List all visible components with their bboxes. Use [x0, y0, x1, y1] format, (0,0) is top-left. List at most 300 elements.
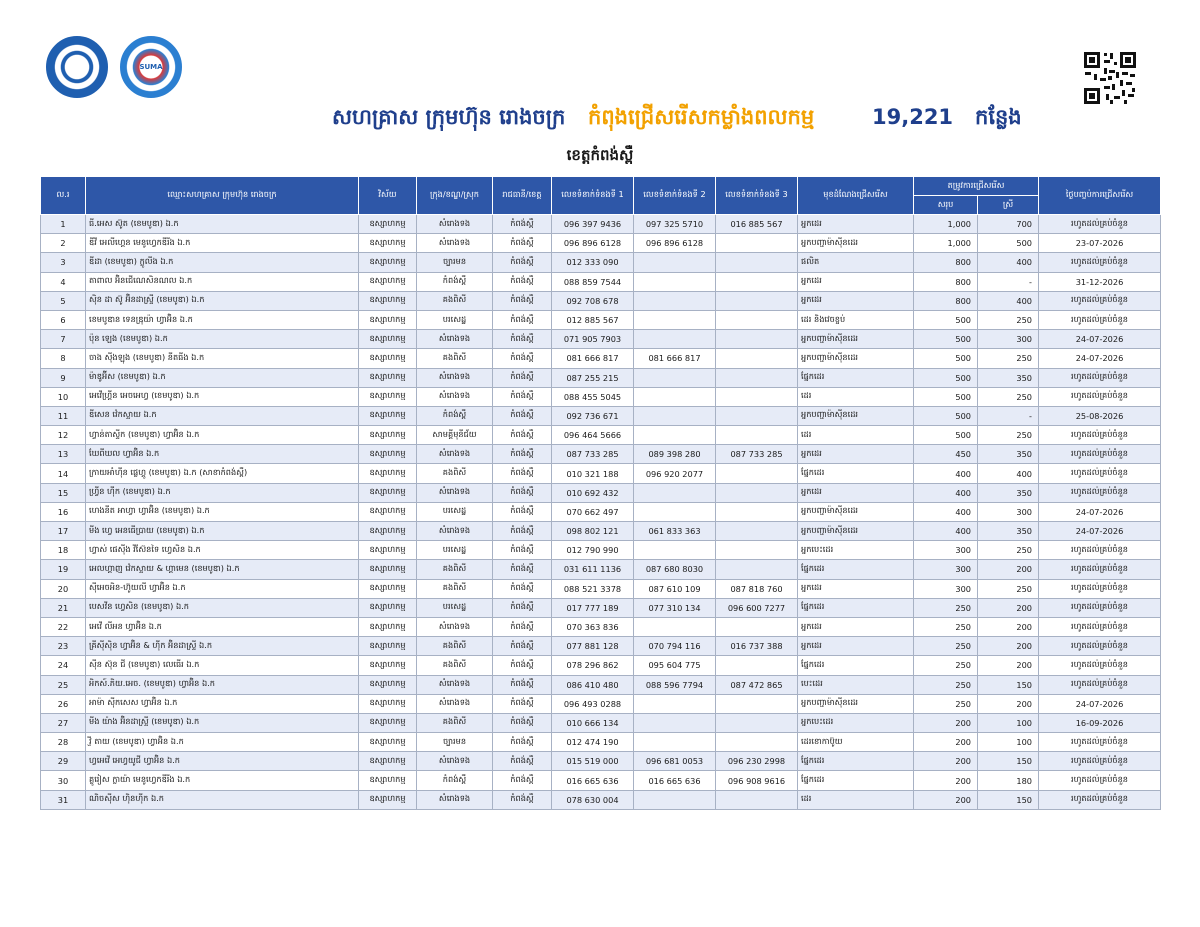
- phone-2: 070 794 116: [634, 637, 716, 656]
- province: កំពង់ស្ពឺ: [493, 502, 552, 521]
- phone-2: 077 310 134: [634, 598, 716, 617]
- company-name: បេសវីន ហ្វេសិន (ខេមបូឌា) ឯ.ក: [86, 598, 359, 617]
- company-name: មីង យ៉ាង អ៊ិនដាស្ទ្រី (ខេមបូឌា) ឯ.ក: [86, 713, 359, 732]
- sector: ឧស្សាហកម្ម: [359, 733, 417, 752]
- district: សំរោងទង: [417, 752, 493, 771]
- province: កំពង់ស្ពឺ: [493, 656, 552, 675]
- position: អ្នកបញ្ជាម៉ាស៊ីនដេរ: [798, 234, 914, 253]
- deadline: រហូតដល់គ្រប់ចំនួន: [1039, 483, 1161, 502]
- female-needed: 150: [978, 675, 1039, 694]
- total-needed: 250: [914, 598, 978, 617]
- phone-2: [634, 426, 716, 445]
- table-row: [41, 483, 1161, 502]
- company-name: គ្លូរៀស ក្លាយ៉ា មេនូហ្វេកឌីរីង ឯ.ក: [86, 771, 359, 790]
- district: គងពិសី: [417, 291, 493, 310]
- company-name: ស៊ីអេចអិន-ហ៊ូយលី ហ្វាអ៊ិន ឯ.ក: [86, 579, 359, 598]
- phone-2: 087 610 109: [634, 579, 716, 598]
- district: កំពង់ស្ពឺ: [417, 406, 493, 425]
- position: អ្នកដេរ: [798, 445, 914, 464]
- deadline: រហូតដល់គ្រប់ចំនួន: [1039, 215, 1161, 234]
- district: សំរោងទង: [417, 368, 493, 387]
- phone-1: 088 859 7544: [552, 272, 634, 291]
- table-row: [41, 790, 1161, 809]
- phone-1: 017 777 189: [552, 598, 634, 617]
- province-subtitle: ខេត្តកំពង់ស្ពឺ: [566, 146, 634, 164]
- row-no: 31: [41, 790, 86, 809]
- position: អ្នកបញ្ជាម៉ាស៊ីនដេរ: [798, 330, 914, 349]
- table-row: [41, 426, 1161, 445]
- phone-1: 092 736 671: [552, 406, 634, 425]
- total-needed: 250: [914, 675, 978, 694]
- table-row: [41, 541, 1161, 560]
- phone-3: [716, 310, 798, 329]
- title-count-value: 19,221: [872, 105, 954, 129]
- organization-seal-logo: [120, 36, 182, 98]
- sector: ឧស្សាហកម្ម: [359, 656, 417, 675]
- position: អ្នកបញ្ជាម៉ាស៊ីនដេរ: [798, 349, 914, 368]
- company-name: ស៊ីន ស៊ុន ជី (ខេមបូឌា) លេធើរ ឯ.ក: [86, 656, 359, 675]
- province: កំពង់ស្ពឺ: [493, 464, 552, 483]
- company-name: ខេមបូឌាន ទេនឌ្រុយ៉ា ហ្វាអ៊ិន ឯ.ក: [86, 310, 359, 329]
- row-no: 9: [41, 368, 86, 387]
- province: កំពង់ស្ពឺ: [493, 752, 552, 771]
- phone-2: [634, 541, 716, 560]
- sector: ឧស្សាហកម្ម: [359, 541, 417, 560]
- sector: ឧស្សាហកម្ម: [359, 579, 417, 598]
- position: អ្នកដេរ: [798, 291, 914, 310]
- title-count: [872, 104, 1022, 135]
- position: ផលិត: [798, 253, 914, 272]
- total-needed: 800: [914, 272, 978, 291]
- qr-code-icon[interactable]: [1082, 50, 1138, 106]
- company-name: ហេងនីត អាហ្វា ហ្វាអ៊ិន (ខេមបូឌា) ឯ.ក: [86, 502, 359, 521]
- province: កំពង់ស្ពឺ: [493, 387, 552, 406]
- total-needed: 200: [914, 752, 978, 771]
- phone-3: 087 733 285: [716, 445, 798, 464]
- total-needed: 800: [914, 253, 978, 272]
- total-needed: 800: [914, 291, 978, 310]
- phone-2: [634, 617, 716, 636]
- total-needed: 250: [914, 694, 978, 713]
- table-row: [41, 771, 1161, 790]
- position: អ្នកដេរ: [798, 272, 914, 291]
- female-needed: 400: [978, 464, 1039, 483]
- table-row: [41, 368, 1161, 387]
- district: សំរោងទង: [417, 445, 493, 464]
- row-no: 6: [41, 310, 86, 329]
- district: សំរោងទង: [417, 387, 493, 406]
- district: សំរោងទង: [417, 790, 493, 809]
- phone-2: 081 666 817: [634, 349, 716, 368]
- female-needed: 400: [978, 291, 1039, 310]
- total-needed: 300: [914, 579, 978, 598]
- row-no: 11: [41, 406, 86, 425]
- total-needed: 500: [914, 310, 978, 329]
- province: កំពង់ស្ពឺ: [493, 445, 552, 464]
- job-vacancy-table: [40, 176, 1161, 810]
- row-no: 26: [41, 694, 86, 713]
- company-name: ហ្វាន់តាស្ទីក (ខេមបូឌា) ហ្វាអ៊ិន ឯ.ក: [86, 426, 359, 445]
- company-name: មីង ហ្វេ អេនធើប្រាយ (ខេមបូឌា) ឯ.ក: [86, 522, 359, 541]
- position: ដេរ: [798, 790, 914, 809]
- position: បេះដេរ: [798, 675, 914, 694]
- position: អ្នកដេរ: [798, 579, 914, 598]
- phone-3: [716, 713, 798, 732]
- phone-3: [716, 464, 798, 483]
- female-needed: 500: [978, 234, 1039, 253]
- deadline: 25-08-2026: [1039, 406, 1161, 425]
- company-name: ឌីដា (ខេមបូឌា) ក្លូលីង ឯ.ក: [86, 253, 359, 272]
- total-needed: 500: [914, 426, 978, 445]
- sector: ឧស្សាហកម្ម: [359, 598, 417, 617]
- phone-1: 077 881 128: [552, 637, 634, 656]
- district: គងពិសី: [417, 713, 493, 732]
- page-title: [0, 104, 1200, 144]
- position: អ្នកដេរ: [798, 215, 914, 234]
- phone-3: [716, 560, 798, 579]
- phone-1: 092 708 678: [552, 291, 634, 310]
- deadline: 16-09-2026: [1039, 713, 1161, 732]
- phone-2: [634, 406, 716, 425]
- company-name: ស៊ិន ដា ស៊ូ អ៊ិនដាស្ទ្រី (ខេមបូឌា) ឯ.ក: [86, 291, 359, 310]
- district: បរសេដ្ឋ: [417, 598, 493, 617]
- sector: ឧស្សាហកម្ម: [359, 713, 417, 732]
- company-name: ធី.អេស ស៊ូត (ខេមបូឌា) ឯ.ក: [86, 215, 359, 234]
- position: ផ្នែកដេរ: [798, 598, 914, 617]
- deadline: រហូតដល់គ្រប់ចំនួន: [1039, 617, 1161, 636]
- position: ដេរខោកាប៊ូយ: [798, 733, 914, 752]
- position: អ្នកបញ្ជាម៉ាស៊ីនដេរ: [798, 406, 914, 425]
- phone-1: 015 519 000: [552, 752, 634, 771]
- table-row: [41, 694, 1161, 713]
- position: អ្នកបេះដេរ: [798, 713, 914, 732]
- ministry-seal-logo: [46, 36, 108, 98]
- company-name: អេវើ លីអន ហ្វាអ៊ិន ឯ.ក: [86, 617, 359, 636]
- phone-1: 081 666 817: [552, 349, 634, 368]
- sector: ឧស្សាហកម្ម: [359, 464, 417, 483]
- total-needed: 200: [914, 713, 978, 732]
- province: កំពង់ស្ពឺ: [493, 406, 552, 425]
- female-needed: 150: [978, 790, 1039, 809]
- phone-3: [716, 790, 798, 809]
- province: កំពង់ស្ពឺ: [493, 310, 552, 329]
- phone-3: [716, 656, 798, 675]
- position: ផ្នែកដេរ: [798, 368, 914, 387]
- deadline: 24-07-2026: [1039, 349, 1161, 368]
- total-needed: 250: [914, 637, 978, 656]
- deadline: រហូតដល់គ្រប់ចំនួន: [1039, 598, 1161, 617]
- phone-2: [634, 733, 716, 752]
- female-needed: 250: [978, 579, 1039, 598]
- header-phone2: លេខទំនាក់ទំនងទី 2: [634, 177, 716, 215]
- table-row: [41, 713, 1161, 732]
- phone-3: [716, 234, 798, 253]
- row-no: 20: [41, 579, 86, 598]
- female-needed: 700: [978, 215, 1039, 234]
- total-needed: 1,000: [914, 234, 978, 253]
- phone-1: 088 455 5045: [552, 387, 634, 406]
- province: កំពង់ស្ពឺ: [493, 483, 552, 502]
- district: ច្បារមន: [417, 733, 493, 752]
- province: កំពង់ស្ពឺ: [493, 713, 552, 732]
- phone-1: 098 802 121: [552, 522, 634, 541]
- position: ដេរ និងវេចខ្ចប់: [798, 310, 914, 329]
- row-no: 12: [41, 426, 86, 445]
- phone-3: [716, 522, 798, 541]
- table-row: [41, 349, 1161, 368]
- phone-1: 088 521 3378: [552, 579, 634, 598]
- sector: ឧស្សាហកម្ម: [359, 445, 417, 464]
- phone-2: 096 896 6128: [634, 234, 716, 253]
- table-row: [41, 310, 1161, 329]
- deadline: រហូតដល់គ្រប់ចំនួន: [1039, 541, 1161, 560]
- phone-1: 096 493 0288: [552, 694, 634, 713]
- district: កំពង់ស្ពឺ: [417, 771, 493, 790]
- province: កំពង់ស្ពឺ: [493, 560, 552, 579]
- female-needed: 350: [978, 445, 1039, 464]
- province: កំពង់ស្ពឺ: [493, 733, 552, 752]
- district: គងពិសី: [417, 349, 493, 368]
- female-needed: 400: [978, 253, 1039, 272]
- province: កំពង់ស្ពឺ: [493, 617, 552, 636]
- table-row: [41, 560, 1161, 579]
- female-needed: -: [978, 272, 1039, 291]
- phone-2: [634, 790, 716, 809]
- company-name: អេលហ្គាញ វ៉េកស្ទាយ & ហ្គាមេន (ខេមបូឌា) ឯ.ក: [86, 560, 359, 579]
- phone-2: [634, 368, 716, 387]
- row-no: 2: [41, 234, 86, 253]
- province: កំពង់ស្ពឺ: [493, 541, 552, 560]
- phone-3: 016 737 388: [716, 637, 798, 656]
- sector: ឧស្សាហកម្ម: [359, 771, 417, 790]
- phone-1: 012 474 190: [552, 733, 634, 752]
- province: កំពង់ស្ពឺ: [493, 234, 552, 253]
- sector: ឧស្សាហកម្ម: [359, 790, 417, 809]
- position: ផ្នែកដេរ: [798, 752, 914, 771]
- header-phone1: លេខទំនាក់ទំនងទី 1: [552, 177, 634, 215]
- row-no: 23: [41, 637, 86, 656]
- header-province: រាជធានី/ខេត្ត: [493, 177, 552, 215]
- phone-1: 031 611 1136: [552, 560, 634, 579]
- province: កំពង់ស្ពឺ: [493, 215, 552, 234]
- sector: ឧស្សាហកម្ម: [359, 234, 417, 253]
- deadline: 24-07-2026: [1039, 502, 1161, 521]
- row-no: 21: [41, 598, 86, 617]
- sector: ឧស្សាហកម្ម: [359, 675, 417, 694]
- deadline: រហូតដល់គ្រប់ចំនួន: [1039, 387, 1161, 406]
- district: សំរោងទង: [417, 694, 493, 713]
- row-no: 27: [41, 713, 86, 732]
- table-row: [41, 637, 1161, 656]
- phone-2: [634, 694, 716, 713]
- position: ផ្នែកដេរ: [798, 464, 914, 483]
- district: គងពិសី: [417, 637, 493, 656]
- deadline: រហូតដល់គ្រប់ចំនួន: [1039, 291, 1161, 310]
- position: អ្នកដេរ: [798, 637, 914, 656]
- phone-3: [716, 349, 798, 368]
- table-row: [41, 387, 1161, 406]
- sector: ឧស្សាហកម្ម: [359, 253, 417, 272]
- district: គងពិសី: [417, 464, 493, 483]
- sector: ឧស្សាហកម្ម: [359, 522, 417, 541]
- position: ផ្នែកដេរ: [798, 771, 914, 790]
- deadline: រហូតដល់គ្រប់ចំនួន: [1039, 253, 1161, 272]
- company-name: ឌីសេន វ៉េកស្ទាយ ឯ.ក: [86, 406, 359, 425]
- phone-2: [634, 310, 716, 329]
- phone-1: 070 363 836: [552, 617, 634, 636]
- district: សំរោងទង: [417, 330, 493, 349]
- position: ដេរ: [798, 387, 914, 406]
- phone-1: 012 885 567: [552, 310, 634, 329]
- deadline: រហូតដល់គ្រប់ចំនួន: [1039, 464, 1161, 483]
- deadline: រហូតដល់គ្រប់ចំនួន: [1039, 637, 1161, 656]
- district: សំរោងទង: [417, 483, 493, 502]
- sector: ឧស្សាហកម្ម: [359, 215, 417, 234]
- table-row: [41, 272, 1161, 291]
- female-needed: 300: [978, 502, 1039, 521]
- header-total: សរុប: [914, 196, 978, 215]
- row-no: 3: [41, 253, 86, 272]
- deadline: រហូតដល់គ្រប់ចំនួន: [1039, 733, 1161, 752]
- sector: ឧស្សាហកម្ម: [359, 617, 417, 636]
- phone-3: [716, 694, 798, 713]
- table-row: [41, 464, 1161, 483]
- table-row: [41, 330, 1161, 349]
- district: សំរោងទង: [417, 617, 493, 636]
- district: គងពិសី: [417, 656, 493, 675]
- company-name: ហ្វ្រីន ហ៊ីក (ខេមបូឌា) ឯ.ក: [86, 483, 359, 502]
- company-name: វ្ញី តាយ (ខេមបូឌា) ហ្វាអ៊ិន ឯ.ក: [86, 733, 359, 752]
- table-row: [41, 215, 1161, 234]
- phone-2: 016 665 636: [634, 771, 716, 790]
- deadline: រហូតដល់គ្រប់ចំនួន: [1039, 579, 1161, 598]
- sector: ឧស្សាហកម្ម: [359, 502, 417, 521]
- phone-1: 012 333 090: [552, 253, 634, 272]
- position: ដេរ: [798, 426, 914, 445]
- total-needed: 450: [914, 445, 978, 464]
- total-needed: 500: [914, 387, 978, 406]
- table-row: [41, 656, 1161, 675]
- company-name: ចាង ស៊ីងឡុង (ខេមបូឌា) នីតធីង ឯ.ក: [86, 349, 359, 368]
- title-unit: កន្លែង: [974, 105, 1022, 129]
- female-needed: 200: [978, 656, 1039, 675]
- total-needed: 200: [914, 790, 978, 809]
- sector: ឧស្សាហកម្ម: [359, 387, 417, 406]
- total-needed: 200: [914, 733, 978, 752]
- phone-2: [634, 387, 716, 406]
- row-no: 14: [41, 464, 86, 483]
- phone-3: [716, 483, 798, 502]
- female-needed: 250: [978, 349, 1039, 368]
- total-needed: 400: [914, 483, 978, 502]
- position: អ្នកបញ្ជាម៉ាស៊ីនដេរ: [798, 522, 914, 541]
- district: គងពិសី: [417, 560, 493, 579]
- female-needed: 350: [978, 368, 1039, 387]
- female-needed: 200: [978, 560, 1039, 579]
- phone-3: 087 818 760: [716, 579, 798, 598]
- table-row: [41, 445, 1161, 464]
- row-no: 7: [41, 330, 86, 349]
- phone-1: 096 464 5666: [552, 426, 634, 445]
- sector: ឧស្សាហកម្ម: [359, 272, 417, 291]
- header-position: មុខដំណែងជ្រើសរើស: [798, 177, 914, 215]
- company-name: ក្រាយអាំហ៊ីន ផ្លេហ្គូ (ខេមបូឌា) ឯ.ក (សាខាកំពង់ស្ពឺ): [86, 464, 359, 483]
- total-needed: 400: [914, 502, 978, 521]
- total-needed: 400: [914, 464, 978, 483]
- phone-3: [716, 291, 798, 310]
- table-row: [41, 234, 1161, 253]
- deadline: រហូតដល់គ្រប់ចំនួន: [1039, 790, 1161, 809]
- sector: ឧស្សាហកម្ម: [359, 694, 417, 713]
- province: កំពង់ស្ពឺ: [493, 253, 552, 272]
- row-no: 13: [41, 445, 86, 464]
- female-needed: 200: [978, 598, 1039, 617]
- phone-1: 012 790 990: [552, 541, 634, 560]
- province: កំពង់ស្ពឺ: [493, 368, 552, 387]
- province: កំពង់ស្ពឺ: [493, 349, 552, 368]
- company-name: គ្រីស៊ីស៊ិន ហ្វាអ៊ិន & ហ៊ីក អ៊ិនដាស្ទ្រី ឯ.ក: [86, 637, 359, 656]
- province: កំពង់ស្ពឺ: [493, 291, 552, 310]
- sector: ឧស្សាហកម្ម: [359, 330, 417, 349]
- table-row: [41, 617, 1161, 636]
- title-part2: កំពុងជ្រើសរើសកម្លាំងពលកម្ម: [588, 105, 815, 129]
- deadline: រហូតដល់គ្រប់ចំនួន: [1039, 675, 1161, 694]
- phone-2: 061 833 363: [634, 522, 716, 541]
- phone-1: 071 905 7903: [552, 330, 634, 349]
- district: កំពង់ស្ពឺ: [417, 272, 493, 291]
- row-no: 15: [41, 483, 86, 502]
- row-no: 30: [41, 771, 86, 790]
- female-needed: 250: [978, 541, 1039, 560]
- phone-2: [634, 502, 716, 521]
- phone-1: 096 397 9436: [552, 215, 634, 234]
- deadline: រហូតដល់គ្រប់ចំនួន: [1039, 368, 1161, 387]
- row-no: 8: [41, 349, 86, 368]
- phone-3: 087 472 865: [716, 675, 798, 694]
- deadline: រហូតដល់គ្រប់ចំនួន: [1039, 445, 1161, 464]
- phone-2: 095 604 775: [634, 656, 716, 675]
- phone-2: [634, 330, 716, 349]
- sector: ឧស្សាហកម្ម: [359, 349, 417, 368]
- position: ផ្នែកដេរ: [798, 656, 914, 675]
- phone-2: [634, 253, 716, 272]
- district: គងពិសី: [417, 579, 493, 598]
- total-needed: 500: [914, 349, 978, 368]
- female-needed: 100: [978, 713, 1039, 732]
- title-part1: សហគ្រាស ក្រុមហ៊ុន រោងចក្រ: [332, 105, 566, 129]
- phone-2: [634, 713, 716, 732]
- phone-1: 078 630 004: [552, 790, 634, 809]
- district: សាមគ្គីមុនីជ័យ: [417, 426, 493, 445]
- position: ផ្នែកដេរ: [798, 560, 914, 579]
- sector: ឧស្សាហកម្ម: [359, 483, 417, 502]
- female-needed: 180: [978, 771, 1039, 790]
- deadline: រហូតដល់គ្រប់ចំនួន: [1039, 560, 1161, 579]
- deadline: 24-07-2026: [1039, 694, 1161, 713]
- district: សំរោងទង: [417, 215, 493, 234]
- phone-3: 016 885 567: [716, 215, 798, 234]
- sector: ឧស្សាហកម្ម: [359, 426, 417, 445]
- phone-3: [716, 330, 798, 349]
- district: បរសេដ្ឋ: [417, 310, 493, 329]
- female-needed: -: [978, 406, 1039, 425]
- phone-3: [716, 272, 798, 291]
- row-no: 24: [41, 656, 86, 675]
- table-row: [41, 598, 1161, 617]
- deadline: រហូតដល់គ្រប់ចំនួន: [1039, 771, 1161, 790]
- table-row: [41, 675, 1161, 694]
- phone-1: 096 896 6128: [552, 234, 634, 253]
